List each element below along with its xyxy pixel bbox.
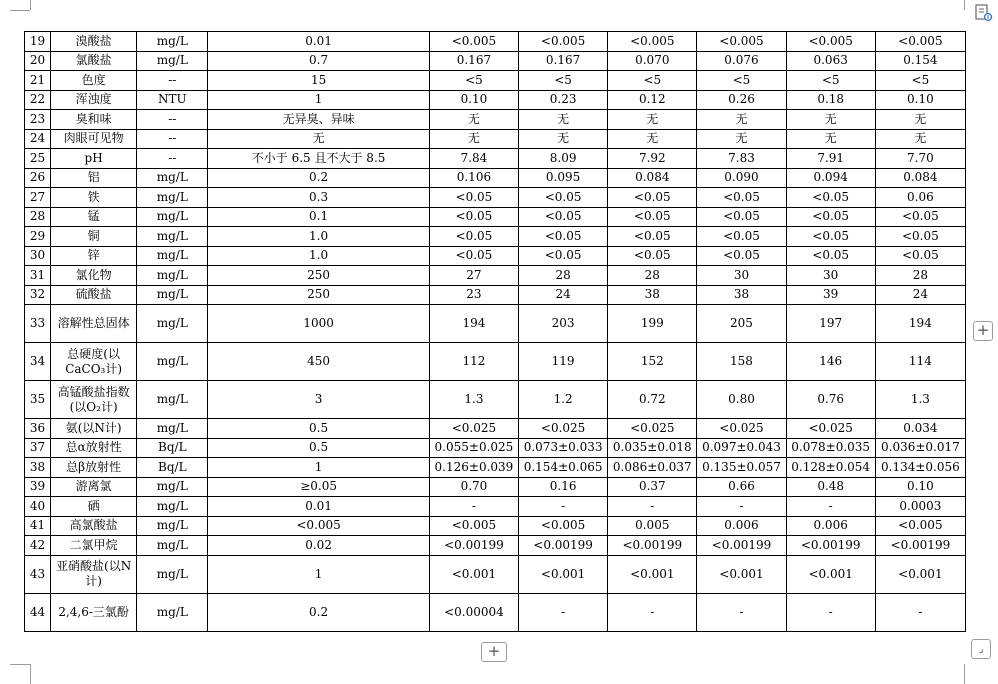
limit-cell: 0.01 <box>208 32 429 52</box>
row-number-cell: 39 <box>25 477 51 497</box>
row-number-cell: 30 <box>25 246 51 266</box>
sample-value-cell: 0.095 <box>519 168 608 188</box>
item-name-cell: pH <box>51 149 137 169</box>
sample-value-cell: <0.005 <box>875 32 965 52</box>
row-number-cell: 37 <box>25 438 51 458</box>
sample-value-cell: 无 <box>429 110 518 130</box>
sample-value-cell: <0.005 <box>697 32 786 52</box>
table-row <box>25 555 966 593</box>
limit-cell: 0.7 <box>208 51 429 71</box>
table-row <box>25 593 966 631</box>
unit-cell: Bq/L <box>137 458 208 478</box>
item-name-cell: 色度 <box>51 71 137 91</box>
sample-value-cell: - <box>608 593 697 631</box>
sample-value-cell: 197 <box>786 305 875 343</box>
sample-value-cell: <0.00199 <box>875 536 965 556</box>
row-number-cell: 25 <box>25 149 51 169</box>
sample-value-cell: - <box>519 593 608 631</box>
table-row <box>25 477 966 497</box>
crop-mark-top-left-vertical <box>30 0 31 10</box>
item-name-cell: 浑浊度 <box>51 90 137 110</box>
sample-value-cell: <0.001 <box>786 555 875 593</box>
sample-value-cell: <5 <box>697 71 786 91</box>
sample-value-cell: 0.10 <box>875 477 965 497</box>
add-column-button[interactable]: + <box>973 321 993 341</box>
sample-value-cell: 0.134±0.056 <box>875 458 965 478</box>
sample-value-cell: <0.05 <box>519 207 608 227</box>
sample-value-cell: <0.05 <box>519 227 608 247</box>
sample-value-cell: <5 <box>519 71 608 91</box>
limit-cell: 1 <box>208 458 429 478</box>
sample-value-cell: 24 <box>875 285 965 305</box>
row-number-cell: 41 <box>25 516 51 536</box>
item-name-cell: 肉眼可见物 <box>51 129 137 149</box>
table-row <box>25 110 966 130</box>
sample-value-cell: 0.70 <box>429 477 518 497</box>
sample-value-cell: 0.16 <box>519 477 608 497</box>
sample-value-cell: 无 <box>429 129 518 149</box>
sample-value-cell: 23 <box>429 285 518 305</box>
sample-value-cell: <0.05 <box>697 227 786 247</box>
item-name-cell: 总硬度(以CaCO₃计) <box>51 343 137 381</box>
sample-value-cell: - <box>875 593 965 631</box>
sample-value-cell: 0.034 <box>875 419 965 439</box>
sample-value-cell: 0.18 <box>786 90 875 110</box>
sample-value-cell: 39 <box>786 285 875 305</box>
limit-cell: 0.1 <box>208 207 429 227</box>
sample-value-cell: 0.090 <box>697 168 786 188</box>
crop-mark-top-right <box>964 0 965 10</box>
sample-value-cell: 0.135±0.057 <box>697 458 786 478</box>
sample-value-cell: <0.001 <box>697 555 786 593</box>
layout-options-icon[interactable] <box>975 4 993 22</box>
sample-value-cell: 146 <box>786 343 875 381</box>
limit-cell: 0.3 <box>208 188 429 208</box>
sample-value-cell: <0.05 <box>875 246 965 266</box>
sample-value-cell: 114 <box>875 343 965 381</box>
limit-cell: 0.02 <box>208 536 429 556</box>
row-number-cell: 36 <box>25 419 51 439</box>
sample-value-cell: <0.05 <box>608 227 697 247</box>
sample-value-cell: 0.10 <box>875 90 965 110</box>
sample-value-cell: 38 <box>697 285 786 305</box>
table-row <box>25 168 966 188</box>
sample-value-cell: 0.073±0.033 <box>519 438 608 458</box>
unit-cell: mg/L <box>137 305 208 343</box>
sample-value-cell: <0.05 <box>429 246 518 266</box>
crop-mark-bottom-left <box>10 664 30 665</box>
sample-value-cell: <0.00199 <box>697 536 786 556</box>
sample-value-cell: 0.128±0.054 <box>786 458 875 478</box>
sample-value-cell: 1.3 <box>875 381 965 419</box>
limit-cell: <0.005 <box>208 516 429 536</box>
sample-value-cell: 0.006 <box>697 516 786 536</box>
unit-cell: Bq/L <box>137 438 208 458</box>
limit-cell: 无异臭、异味 <box>208 110 429 130</box>
item-name-cell: 溴酸盐 <box>51 32 137 52</box>
table-row <box>25 188 966 208</box>
row-number-cell: 19 <box>25 32 51 52</box>
item-name-cell: 2,4,6-三氯酚 <box>51 593 137 631</box>
item-name-cell: 总α放射性 <box>51 438 137 458</box>
sample-value-cell: 0.23 <box>519 90 608 110</box>
sample-value-cell: 0.48 <box>786 477 875 497</box>
sample-value-cell: 0.26 <box>697 90 786 110</box>
sample-value-cell: - <box>429 497 518 517</box>
row-number-cell: 33 <box>25 305 51 343</box>
sample-value-cell: 0.055±0.025 <box>429 438 518 458</box>
sample-value-cell: 1.3 <box>429 381 518 419</box>
item-name-cell: 铁 <box>51 188 137 208</box>
table-row <box>25 246 966 266</box>
sample-value-cell: 0.097±0.043 <box>697 438 786 458</box>
limit-cell: 0.5 <box>208 438 429 458</box>
water-quality-table <box>24 31 966 632</box>
item-name-cell: 总β放射性 <box>51 458 137 478</box>
row-number-cell: 21 <box>25 71 51 91</box>
sample-value-cell: 0.086±0.037 <box>608 458 697 478</box>
sample-value-cell: 0.126±0.039 <box>429 458 518 478</box>
item-name-cell: 臭和味 <box>51 110 137 130</box>
sample-value-cell: - <box>786 497 875 517</box>
limit-cell: 1.0 <box>208 246 429 266</box>
sample-value-cell: <0.05 <box>429 207 518 227</box>
sample-value-cell: 无 <box>786 129 875 149</box>
item-name-cell: 氯化物 <box>51 266 137 286</box>
sample-value-cell: 199 <box>608 305 697 343</box>
sample-value-cell: 0.006 <box>786 516 875 536</box>
sample-value-cell: 112 <box>429 343 518 381</box>
row-number-cell: 35 <box>25 381 51 419</box>
sample-value-cell: 0.12 <box>608 90 697 110</box>
sample-value-cell: 0.076 <box>697 51 786 71</box>
unit-cell: mg/L <box>137 477 208 497</box>
sample-value-cell: <0.005 <box>519 32 608 52</box>
sample-value-cell: <5 <box>608 71 697 91</box>
limit-cell: 不小于 6.5 且不大于 8.5 <box>208 149 429 169</box>
sample-value-cell: 158 <box>697 343 786 381</box>
sample-value-cell: <0.001 <box>519 555 608 593</box>
unit-cell: mg/L <box>137 246 208 266</box>
item-name-cell: 锰 <box>51 207 137 227</box>
sample-value-cell: 0.154 <box>875 51 965 71</box>
limit-cell: 1.0 <box>208 227 429 247</box>
sample-value-cell: 无 <box>608 129 697 149</box>
row-number-cell: 40 <box>25 497 51 517</box>
sample-value-cell: - <box>786 593 875 631</box>
row-number-cell: 32 <box>25 285 51 305</box>
sample-value-cell: <0.05 <box>786 227 875 247</box>
table-row <box>25 497 966 517</box>
unit-cell: mg/L <box>137 51 208 71</box>
table-row <box>25 207 966 227</box>
sample-value-cell: <0.001 <box>429 555 518 593</box>
sample-value-cell: 0.72 <box>608 381 697 419</box>
sample-value-cell: 0.37 <box>608 477 697 497</box>
sample-value-cell: <0.05 <box>429 188 518 208</box>
item-name-cell: 高锰酸盐指数(以O₂计) <box>51 381 137 419</box>
limit-cell: 250 <box>208 285 429 305</box>
table-row <box>25 419 966 439</box>
table-row <box>25 129 966 149</box>
unit-cell: mg/L <box>137 593 208 631</box>
sample-value-cell: <0.005 <box>429 516 518 536</box>
row-number-cell: 31 <box>25 266 51 286</box>
sample-value-cell: 1.2 <box>519 381 608 419</box>
table-row <box>25 285 966 305</box>
table-row <box>25 71 966 91</box>
sample-value-cell: 0.063 <box>786 51 875 71</box>
sample-value-cell: <0.05 <box>608 207 697 227</box>
sample-value-cell: 24 <box>519 285 608 305</box>
sample-value-cell: 0.078±0.035 <box>786 438 875 458</box>
item-name-cell: 铜 <box>51 227 137 247</box>
sample-value-cell: <0.025 <box>608 419 697 439</box>
unit-cell: mg/L <box>137 381 208 419</box>
sample-value-cell: <0.05 <box>697 188 786 208</box>
limit-cell: 250 <box>208 266 429 286</box>
table-resize-handle[interactable]: ⌟ <box>971 639 991 659</box>
sample-value-cell: <0.05 <box>786 207 875 227</box>
sample-value-cell: <0.05 <box>608 246 697 266</box>
sample-value-cell: 无 <box>786 110 875 130</box>
row-number-cell: 34 <box>25 343 51 381</box>
sample-value-cell: <0.05 <box>608 188 697 208</box>
sample-value-cell: 0.167 <box>429 51 518 71</box>
limit-cell: ≥0.05 <box>208 477 429 497</box>
sample-value-cell: 28 <box>608 266 697 286</box>
sample-value-cell: 0.167 <box>519 51 608 71</box>
sample-value-cell: 0.154±0.065 <box>519 458 608 478</box>
table-row <box>25 343 966 381</box>
sample-value-cell: <0.05 <box>519 246 608 266</box>
sample-value-cell: 7.70 <box>875 149 965 169</box>
unit-cell: mg/L <box>137 343 208 381</box>
sample-value-cell: 7.83 <box>697 149 786 169</box>
row-number-cell: 29 <box>25 227 51 247</box>
table-row <box>25 458 966 478</box>
sample-value-cell: 194 <box>875 305 965 343</box>
sample-value-cell: - <box>608 497 697 517</box>
sample-value-cell: 0.0003 <box>875 497 965 517</box>
sample-value-cell: <0.005 <box>608 32 697 52</box>
sample-value-cell: 0.06 <box>875 188 965 208</box>
sample-value-cell: 0.10 <box>429 90 518 110</box>
sample-value-cell: 0.070 <box>608 51 697 71</box>
row-number-cell: 23 <box>25 110 51 130</box>
sample-value-cell: <0.025 <box>429 419 518 439</box>
sample-value-cell: 无 <box>608 110 697 130</box>
item-name-cell: 硫酸盐 <box>51 285 137 305</box>
unit-cell: -- <box>137 110 208 130</box>
item-name-cell: 高氯酸盐 <box>51 516 137 536</box>
sample-value-cell: 无 <box>519 129 608 149</box>
limit-cell: 0.2 <box>208 168 429 188</box>
sample-value-cell: - <box>697 593 786 631</box>
sample-value-cell: <5 <box>429 71 518 91</box>
sample-value-cell: 0.66 <box>697 477 786 497</box>
item-name-cell: 氨(以N计) <box>51 419 137 439</box>
row-number-cell: 27 <box>25 188 51 208</box>
unit-cell: mg/L <box>137 536 208 556</box>
sample-value-cell: 0.036±0.017 <box>875 438 965 458</box>
sample-value-cell: <0.00199 <box>608 536 697 556</box>
sample-value-cell: <5 <box>786 71 875 91</box>
row-number-cell: 43 <box>25 555 51 593</box>
sample-value-cell: 0.035±0.018 <box>608 438 697 458</box>
table-row <box>25 516 966 536</box>
item-name-cell: 氯酸盐 <box>51 51 137 71</box>
sample-value-cell: 38 <box>608 285 697 305</box>
sample-value-cell: 203 <box>519 305 608 343</box>
item-name-cell: 硒 <box>51 497 137 517</box>
table-row <box>25 32 966 52</box>
limit-cell: 0.5 <box>208 419 429 439</box>
sample-value-cell: 无 <box>875 129 965 149</box>
row-number-cell: 22 <box>25 90 51 110</box>
row-number-cell: 44 <box>25 593 51 631</box>
unit-cell: mg/L <box>137 285 208 305</box>
row-number-cell: 20 <box>25 51 51 71</box>
sample-value-cell: 0.094 <box>786 168 875 188</box>
row-number-cell: 26 <box>25 168 51 188</box>
unit-cell: mg/L <box>137 266 208 286</box>
sample-value-cell: 0.80 <box>697 381 786 419</box>
row-number-cell: 42 <box>25 536 51 556</box>
sample-value-cell: <0.025 <box>786 419 875 439</box>
sample-value-cell: 152 <box>608 343 697 381</box>
item-name-cell: 游离氯 <box>51 477 137 497</box>
sample-value-cell: 无 <box>875 110 965 130</box>
item-name-cell: 亚硝酸盐(以N计) <box>51 555 137 593</box>
table-row <box>25 536 966 556</box>
row-number-cell: 38 <box>25 458 51 478</box>
sample-value-cell: <0.025 <box>697 419 786 439</box>
sample-value-cell: <0.00199 <box>429 536 518 556</box>
table-row <box>25 227 966 247</box>
sample-value-cell: <0.05 <box>875 207 965 227</box>
unit-cell: mg/L <box>137 419 208 439</box>
row-number-cell: 28 <box>25 207 51 227</box>
row-number-cell: 24 <box>25 129 51 149</box>
item-name-cell: 锌 <box>51 246 137 266</box>
unit-cell: mg/L <box>137 168 208 188</box>
table-row <box>25 266 966 286</box>
table-row <box>25 438 966 458</box>
limit-cell: 1 <box>208 90 429 110</box>
unit-cell: -- <box>137 129 208 149</box>
table-row <box>25 381 966 419</box>
sample-value-cell: <0.001 <box>608 555 697 593</box>
add-row-button[interactable]: + <box>481 642 507 662</box>
sample-value-cell: 0.106 <box>429 168 518 188</box>
table-row <box>25 90 966 110</box>
limit-cell: 无 <box>208 129 429 149</box>
sample-value-cell: <0.05 <box>519 188 608 208</box>
unit-cell: mg/L <box>137 516 208 536</box>
limit-cell: 15 <box>208 71 429 91</box>
sample-value-cell: <0.00199 <box>786 536 875 556</box>
limit-cell: 1000 <box>208 305 429 343</box>
sample-value-cell: <0.05 <box>875 227 965 247</box>
limit-cell: 0.2 <box>208 593 429 631</box>
item-name-cell: 铝 <box>51 168 137 188</box>
sample-value-cell: 0.084 <box>608 168 697 188</box>
sample-value-cell: <0.05 <box>697 207 786 227</box>
sample-value-cell: 0.76 <box>786 381 875 419</box>
sample-value-cell: 119 <box>519 343 608 381</box>
sample-value-cell: 7.84 <box>429 149 518 169</box>
item-name-cell: 二氯甲烷 <box>51 536 137 556</box>
unit-cell: mg/L <box>137 227 208 247</box>
unit-cell: mg/L <box>137 188 208 208</box>
sample-value-cell: 30 <box>786 266 875 286</box>
crop-mark-bottom-left-vertical <box>30 664 31 684</box>
limit-cell: 3 <box>208 381 429 419</box>
sample-value-cell: <0.05 <box>786 246 875 266</box>
sample-value-cell: 30 <box>697 266 786 286</box>
sample-value-cell: 7.92 <box>608 149 697 169</box>
unit-cell: mg/L <box>137 555 208 593</box>
unit-cell: mg/L <box>137 32 208 52</box>
unit-cell: -- <box>137 149 208 169</box>
sample-value-cell: 8.09 <box>519 149 608 169</box>
crop-mark-top-left <box>10 10 30 11</box>
sample-value-cell: 28 <box>519 266 608 286</box>
sample-value-cell: 205 <box>697 305 786 343</box>
item-name-cell: 溶解性总固体 <box>51 305 137 343</box>
sample-value-cell: 0.005 <box>608 516 697 536</box>
sample-value-cell: 无 <box>697 110 786 130</box>
sample-value-cell: 无 <box>519 110 608 130</box>
sample-value-cell: <0.05 <box>429 227 518 247</box>
sample-value-cell: - <box>519 497 608 517</box>
unit-cell: mg/L <box>137 497 208 517</box>
sample-value-cell: <0.05 <box>786 188 875 208</box>
table-row <box>25 305 966 343</box>
crop-mark-bottom-right <box>964 664 965 684</box>
sample-value-cell: - <box>697 497 786 517</box>
sample-value-cell: 0.084 <box>875 168 965 188</box>
limit-cell: 0.01 <box>208 497 429 517</box>
sample-value-cell: 194 <box>429 305 518 343</box>
sample-value-cell: 7.91 <box>786 149 875 169</box>
sample-value-cell: <0.025 <box>519 419 608 439</box>
table-body <box>25 32 966 632</box>
sample-value-cell: 无 <box>697 129 786 149</box>
sample-value-cell: <0.001 <box>875 555 965 593</box>
sample-value-cell: <0.005 <box>429 32 518 52</box>
sample-value-cell: <0.05 <box>697 246 786 266</box>
limit-cell: 450 <box>208 343 429 381</box>
sample-value-cell: <0.005 <box>519 516 608 536</box>
sample-value-cell: <0.00004 <box>429 593 518 631</box>
sample-value-cell: 28 <box>875 266 965 286</box>
unit-cell: mg/L <box>137 207 208 227</box>
table-row <box>25 51 966 71</box>
sample-value-cell: <0.00199 <box>519 536 608 556</box>
sample-value-cell: 27 <box>429 266 518 286</box>
sample-value-cell: <0.005 <box>786 32 875 52</box>
sample-value-cell: <5 <box>875 71 965 91</box>
table-row <box>25 149 966 169</box>
sample-value-cell: <0.005 <box>875 516 965 536</box>
unit-cell: -- <box>137 71 208 91</box>
limit-cell: 1 <box>208 555 429 593</box>
unit-cell: NTU <box>137 90 208 110</box>
